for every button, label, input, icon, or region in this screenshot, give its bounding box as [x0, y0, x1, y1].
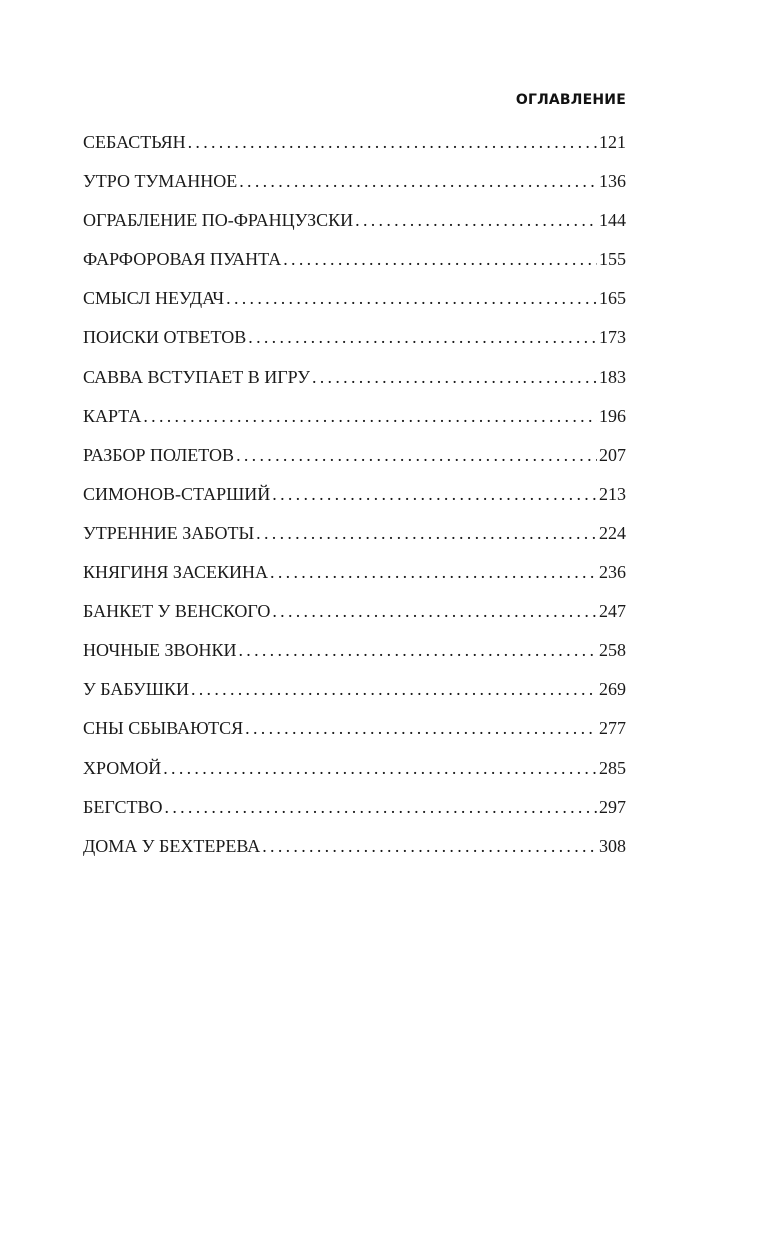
toc-entry — [83, 132, 626, 171]
page-title: ОГЛАВЛЕНИЕ — [515, 92, 626, 108]
toc-entry-title: СНЫ СБЫВАЮТСЯ — [83, 718, 244, 739]
toc-entry-title: КАРТА — [83, 405, 142, 426]
dot-leader — [165, 797, 597, 818]
toc-entry-page: 236 — [599, 562, 626, 583]
toc-entry-page: 297 — [599, 796, 626, 817]
toc-entry — [83, 601, 626, 640]
toc-entry — [83, 679, 626, 718]
dot-leader — [239, 171, 597, 192]
toc-entry-title: У БАБУШКИ — [83, 679, 189, 700]
toc-entry — [83, 836, 626, 875]
toc-entry-page: 165 — [599, 288, 626, 309]
toc-entry — [83, 249, 626, 288]
toc-entry-page: 155 — [599, 249, 626, 270]
toc-entry-title: РАЗБОР ПОЛЕТОВ — [83, 444, 235, 465]
toc-entry — [83, 640, 626, 679]
toc-entry — [83, 288, 626, 327]
toc-entry-title: ОГРАБЛЕНИЕ ПО-ФРАНЦУЗСКИ — [83, 210, 354, 231]
dot-leader — [272, 601, 597, 622]
toc-entry — [83, 797, 626, 836]
table-of-contents — [83, 132, 626, 875]
toc-entry-page: 224 — [599, 522, 626, 543]
toc-entry — [83, 445, 626, 484]
dot-leader — [188, 132, 597, 153]
dot-leader — [236, 445, 597, 466]
toc-entry-title: САВВА ВСТУПАЕТ В ИГРУ — [83, 366, 310, 387]
dot-leader — [248, 327, 597, 348]
dot-leader — [143, 406, 597, 427]
toc-entry-title: КНЯГИНЯ ЗАСЕКИНА — [83, 562, 269, 583]
toc-entry — [83, 367, 626, 406]
dot-leader — [272, 484, 597, 505]
toc-entry-title: НОЧНЫЕ ЗВОНКИ — [83, 640, 237, 661]
dot-leader — [256, 523, 597, 544]
toc-entry-page: 144 — [599, 210, 626, 231]
toc-entry-page: 285 — [599, 757, 626, 778]
toc-entry — [83, 171, 626, 210]
toc-entry-title: ФАРФОРОВАЯ ПУАНТА — [83, 249, 282, 270]
dot-leader — [312, 367, 597, 388]
toc-entry-page: 247 — [599, 601, 626, 622]
toc-entry-page: 121 — [599, 132, 626, 152]
toc-entry-title: СМЫСЛ НЕУДАЧ — [83, 288, 225, 309]
toc-entry — [83, 484, 626, 523]
dot-leader — [238, 640, 597, 661]
toc-entry-title: БАНКЕТ У ВЕНСКОГО — [83, 601, 271, 622]
toc-entry-page: 308 — [599, 835, 626, 856]
toc-entry-page: 207 — [599, 444, 626, 465]
toc-entry-page: 196 — [599, 405, 626, 426]
toc-entry — [83, 406, 626, 445]
toc-entry-page: 136 — [599, 171, 626, 192]
toc-entry-title: УТРО ТУМАННОЕ — [83, 171, 238, 192]
dot-leader — [245, 718, 597, 739]
toc-entry-title: ДОМА У БЕХТЕРЕВА — [83, 835, 261, 856]
toc-entry-page: 258 — [599, 640, 626, 661]
toc-entry-page: 183 — [599, 366, 626, 387]
dot-leader — [270, 562, 597, 583]
toc-entry-page: 173 — [599, 327, 626, 348]
toc-entry-title: СЕБАСТЬЯН — [83, 132, 186, 152]
dot-leader — [226, 288, 597, 309]
toc-entry — [83, 718, 626, 757]
toc-entry-page: 213 — [599, 483, 626, 504]
toc-entry-title: БЕГСТВО — [83, 796, 163, 817]
toc-entry — [83, 523, 626, 562]
toc-entry-title: СИМОНОВ-СТАРШИЙ — [83, 483, 271, 504]
toc-entry — [83, 210, 626, 249]
dot-leader — [355, 210, 597, 231]
toc-entry — [83, 758, 626, 797]
toc-entry — [83, 562, 626, 601]
dot-leader — [163, 758, 597, 779]
toc-entry-page: 269 — [599, 679, 626, 700]
toc-entry-title: ПОИСКИ ОТВЕТОВ — [83, 327, 247, 348]
toc-entry-title: ХРОМОЙ — [83, 757, 162, 778]
dot-leader — [191, 679, 597, 700]
toc-entry — [83, 327, 626, 366]
toc-entry-title: УТРЕННИЕ ЗАБОТЫ — [83, 522, 255, 543]
toc-entry-page: 277 — [599, 718, 626, 739]
dot-leader — [283, 249, 597, 270]
dot-leader — [262, 836, 597, 857]
